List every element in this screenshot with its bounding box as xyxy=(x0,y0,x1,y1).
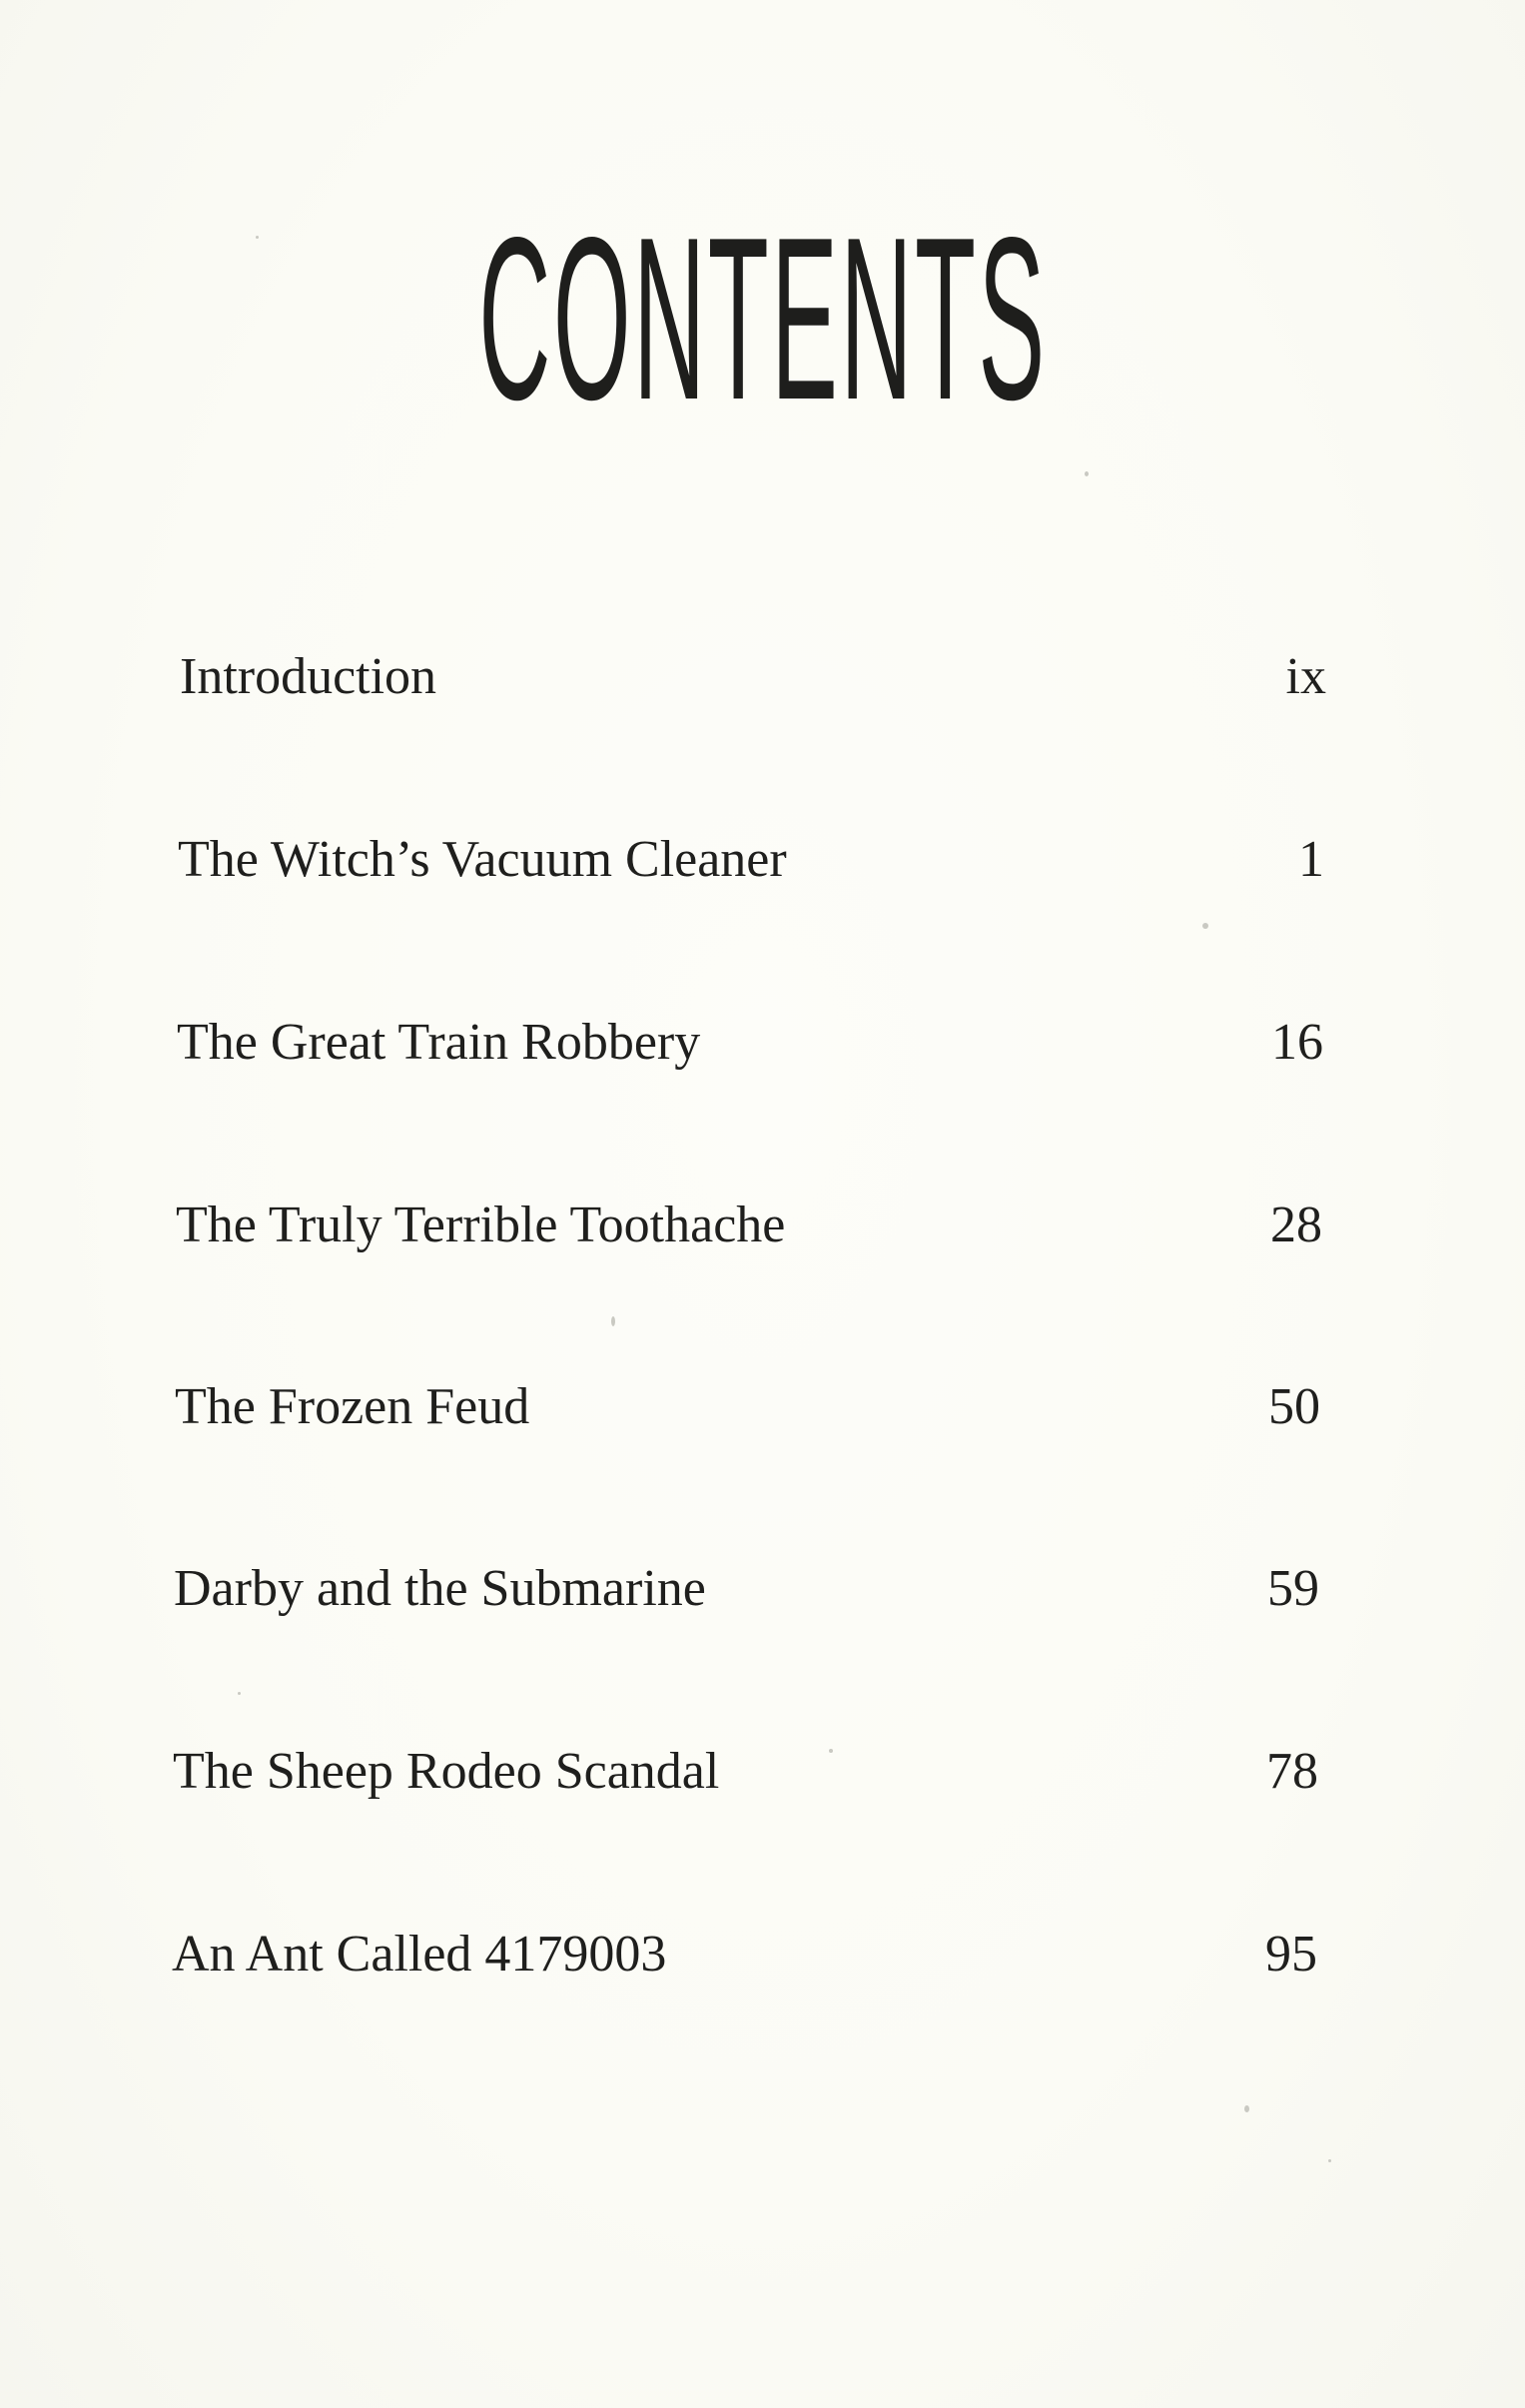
toc-entry-an-ant-called xyxy=(172,1923,1317,1987)
toc-entry-title: An Ant Called 4179003 xyxy=(172,1926,667,1983)
toc-entry-title: The Great Train Robbery xyxy=(177,1014,701,1071)
toc-entry-introduction xyxy=(180,645,1326,709)
contents-heading xyxy=(0,190,1525,448)
toc-entry-great-train-robbery xyxy=(177,1011,1323,1075)
paper-speck xyxy=(829,1749,833,1753)
toc-entry-page: 95 xyxy=(1265,1926,1317,1983)
toc-entry-page: 50 xyxy=(1268,1378,1320,1435)
toc-entry-truly-terrible-toothache xyxy=(176,1194,1322,1257)
toc-entry-page: 78 xyxy=(1266,1743,1318,1800)
toc-entry-title: The Sheep Rodeo Scandal xyxy=(173,1743,720,1800)
toc-entry-page: 28 xyxy=(1270,1197,1322,1253)
toc-entry-witchs-vacuum-cleaner xyxy=(178,828,1324,892)
toc-entry-title: The Witch’s Vacuum Cleaner xyxy=(178,831,787,888)
toc-entry-frozen-feud xyxy=(175,1375,1320,1439)
toc-entry-sheep-rodeo-scandal xyxy=(173,1740,1318,1804)
paper-speck xyxy=(1202,923,1208,929)
toc-entry-page: 16 xyxy=(1271,1014,1323,1071)
paper-speck xyxy=(1244,2105,1249,2112)
toc-entry-page: 59 xyxy=(1267,1560,1319,1617)
paper-speck xyxy=(1328,2159,1331,2162)
contents-heading-text: CONTENTS xyxy=(477,190,1048,448)
toc-entry-title: The Truly Terrible Toothache xyxy=(176,1197,786,1253)
toc-entry-darby-and-the-submarine xyxy=(174,1557,1319,1621)
toc-entry-page: 1 xyxy=(1298,831,1324,888)
paper-speck xyxy=(238,1692,241,1695)
paper-speck xyxy=(1085,471,1089,476)
paper-speck xyxy=(611,1316,615,1326)
toc-entry-page: ix xyxy=(1285,648,1326,705)
toc-entry-title: The Frozen Feud xyxy=(175,1378,530,1435)
paper-speck xyxy=(256,236,259,239)
toc-entry-title: Introduction xyxy=(180,648,437,705)
toc-entry-title: Darby and the Submarine xyxy=(174,1560,706,1617)
